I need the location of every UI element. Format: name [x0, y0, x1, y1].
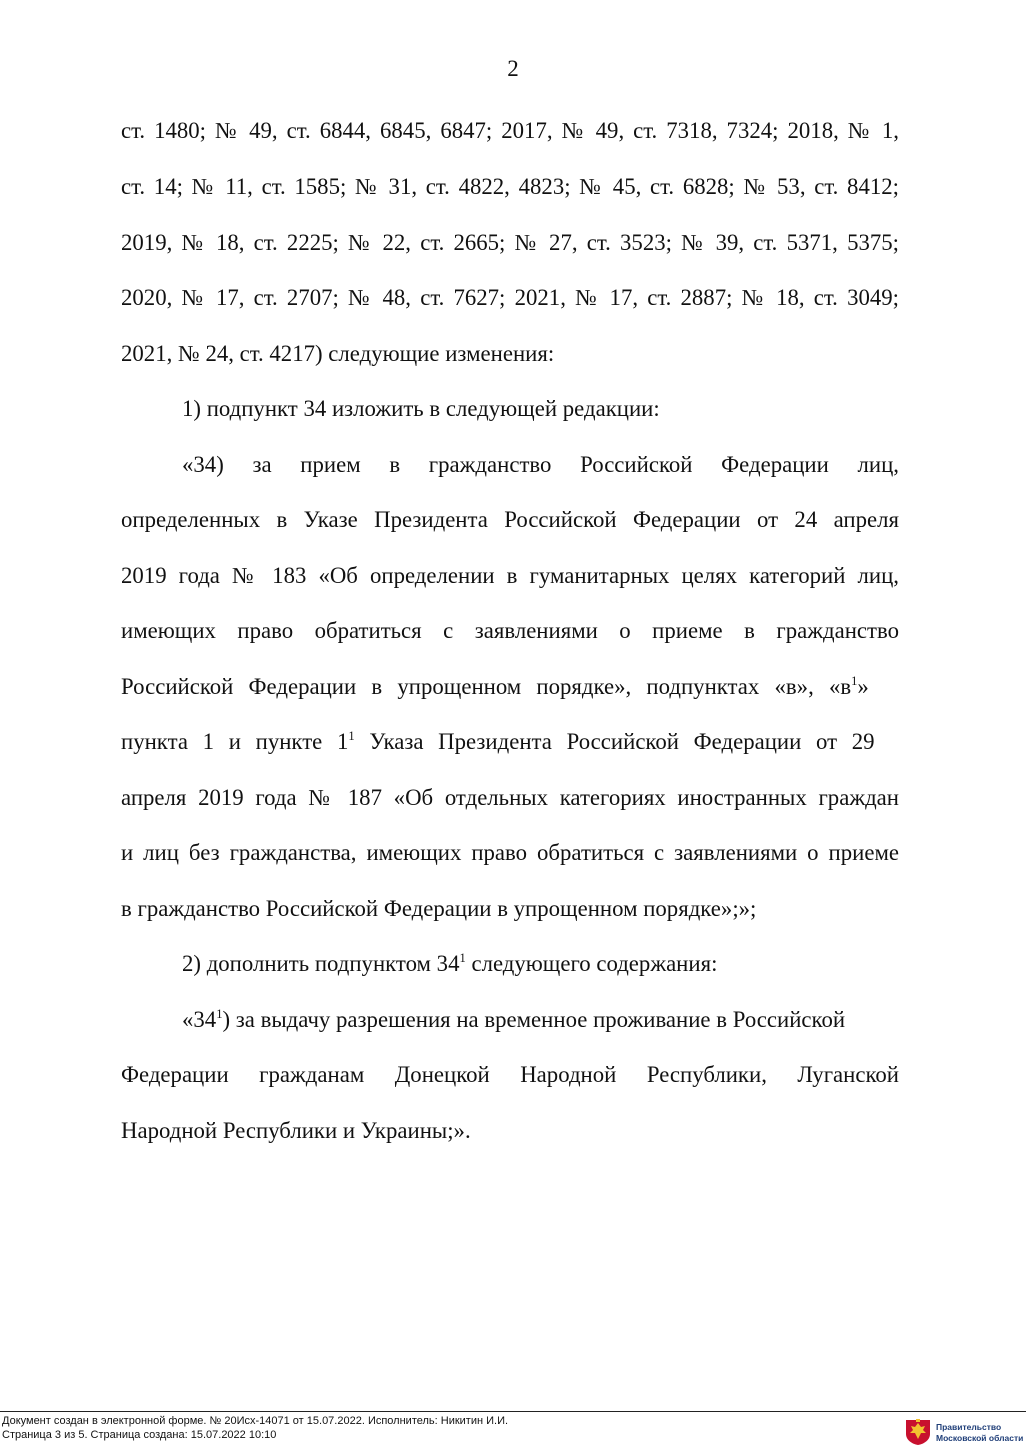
footer-divider [0, 1411, 1026, 1412]
text-line: 2019 года № 183 «Об определении в гуманитарных целях категорий лиц, [121, 563, 899, 588]
text-line: 2021, № 24, ст. 4217) следующие изменения: [121, 341, 555, 366]
logo-caption-line: Правительство [936, 1422, 1002, 1432]
line-text: пункта 1 и пункте 1 [121, 729, 349, 754]
text-line-superscript [121, 725, 899, 759]
text-line: в гражданство Российской Федерации в упрощенном порядке»;»; [121, 896, 757, 921]
text-line: апреля 2019 года № 187 «Об отдельных категориях иностранных граждан [121, 785, 899, 810]
superscript: 1 [216, 1007, 223, 1022]
line-text: Указа Президента Российской Федерации от 29 [354, 729, 875, 754]
footer-page-info: Страница 3 из 5. Страница создана: 15.07.2022 10:10 [2, 1429, 277, 1441]
line-text: следующего содержания: [465, 951, 718, 976]
text-line-superscript [182, 947, 899, 981]
text-line: 2020, № 17, ст. 2707; № 48, ст. 7627; 2021, № 17, ст. 2887; № 18, ст. 3049; [121, 285, 899, 310]
line-text: Российской Федерации в упрощенном порядке», подпунктах «в», «в [121, 674, 852, 699]
text-line: определенных в Указе Президента Российской Федерации от 24 апреля [121, 507, 899, 532]
text-line: «34) за прием в гражданство Российской Федерации лиц, [182, 452, 899, 477]
logo-caption [936, 1422, 1024, 1444]
text-line-superscript [182, 1003, 899, 1037]
text-line: Федерации гражданам Донецкой Народной Республики, Луганской [121, 1062, 899, 1087]
superscript: 1 [459, 951, 466, 966]
line-text: «34 [182, 1007, 217, 1032]
text-line-superscript [121, 670, 899, 704]
moscow-region-emblem-icon [905, 1418, 931, 1446]
superscript: 1 [348, 729, 355, 744]
line-text: » [857, 674, 869, 699]
text-line: ст. 14; № 11, ст. 1585; № 31, ст. 4822, 4823; № 45, ст. 6828; № 53, ст. 8412; [121, 174, 899, 199]
superscript: 1 [851, 674, 858, 689]
logo-caption-line: Московской области [936, 1433, 1024, 1443]
text-line: и лиц без гражданства, имеющих право обратиться с заявлениями о приеме [121, 840, 899, 865]
text-line: 2019, № 18, ст. 2225; № 22, ст. 2665; № 27, ст. 3523; № 39, ст. 5371, 5375; [121, 230, 899, 255]
page-number: 2 [507, 56, 519, 81]
text-line: ст. 1480; № 49, ст. 6844, 6845, 6847; 2017, № 49, ст. 7318, 7324; 2018, № 1, [121, 118, 899, 143]
footer-document-info: Документ создан в электронной форме. № 20Исх-14071 от 15.07.2022. Исполнитель: Никитин И.И. [2, 1415, 509, 1427]
line-text: 2) дополнить подпунктом 34 [182, 951, 460, 976]
text-line: имеющих право обратиться с заявлениями о приеме в гражданство [121, 618, 899, 643]
text-line: Народной Республики и Украины;». [121, 1118, 471, 1143]
line-text: ) за выдачу разрешения на временное проживание в Российской [222, 1007, 846, 1032]
text-line: 1) подпункт 34 изложить в следующей редакции: [182, 396, 660, 421]
